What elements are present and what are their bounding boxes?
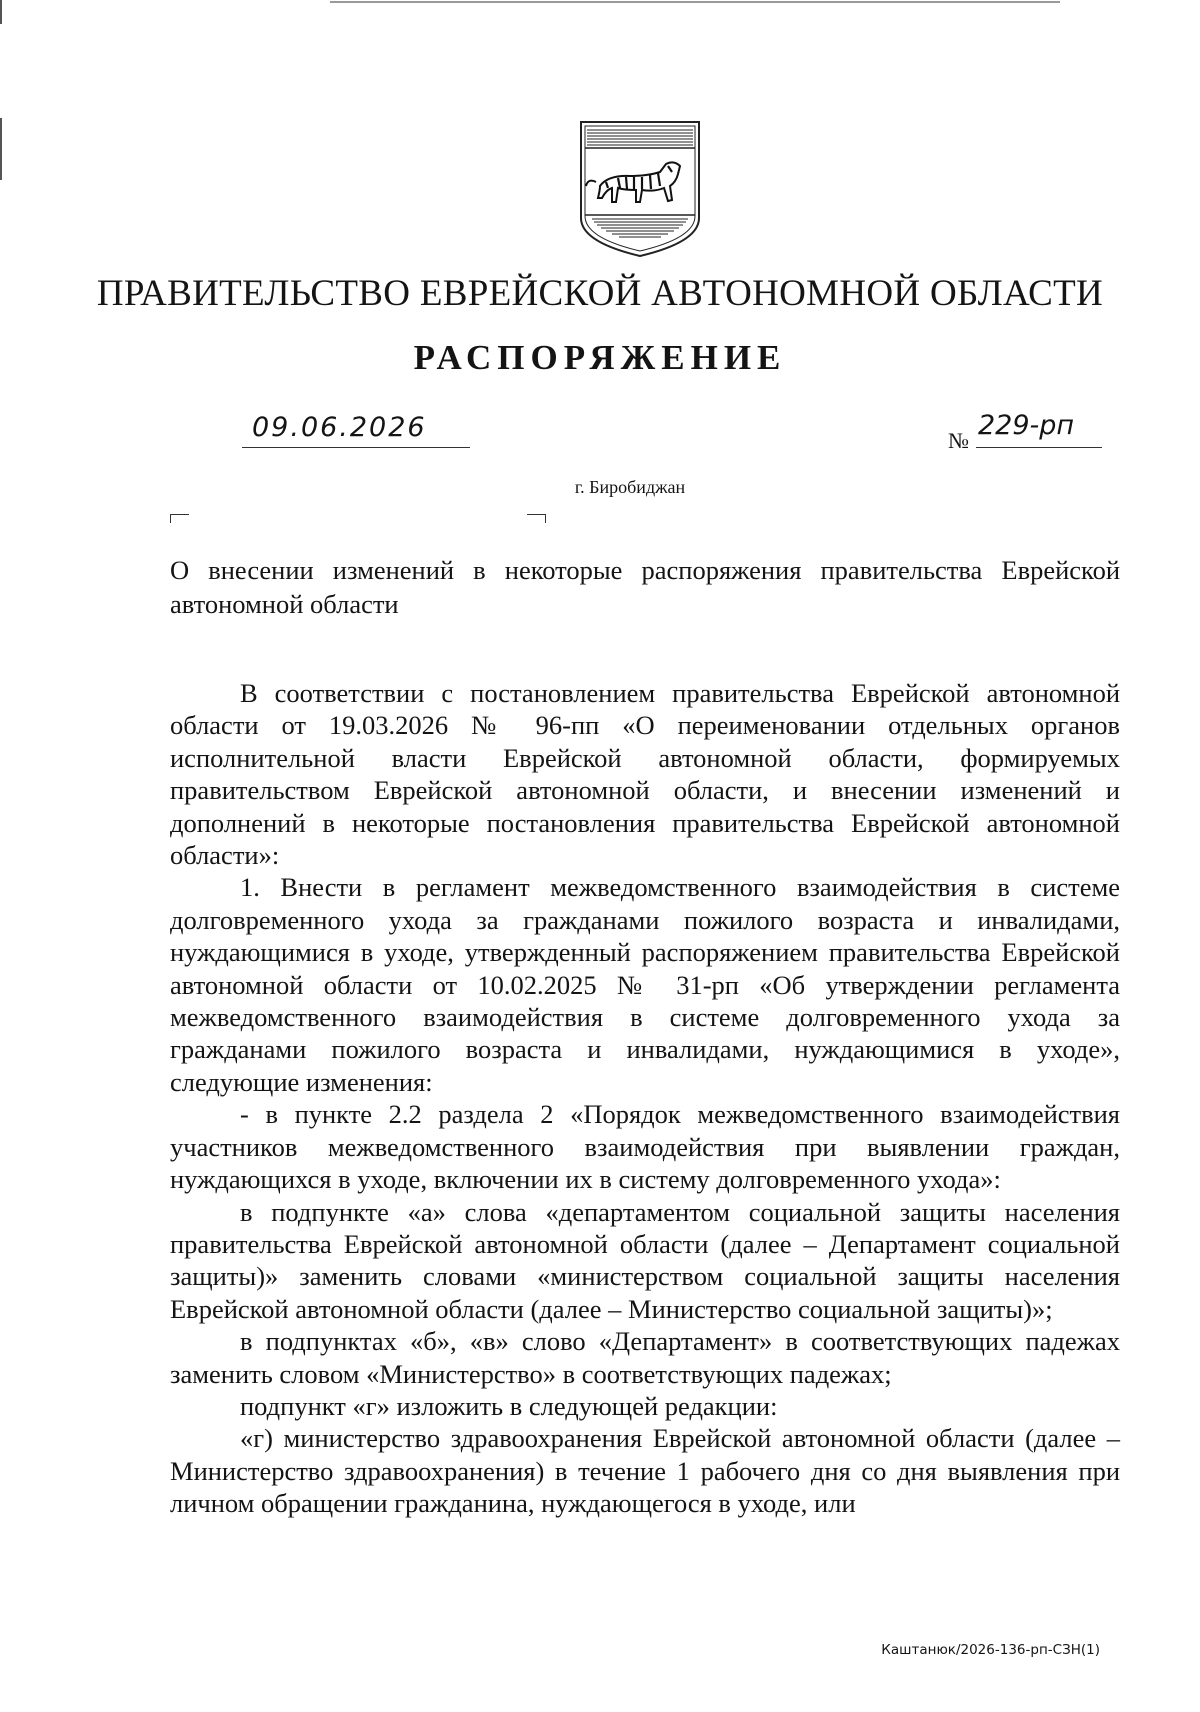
body-paragraph: 1. Внести в регламент межведомственного взаимодействия в системе долговременного ухода за гражданами пожилого возраста и инвалидами, нуждающимися в уходе, утвержденный распоряжением правительства Еврейской автономной области от 10.02.2025 № 31-рп «Об утверждении регламента межведомственного взаимодействия в системе долговременного ухода за гражданами пожилого возраста и инвалидами, нуждающимися в уходе», следующие изменения: [170, 872, 1120, 1097]
subject-right-corner-mark [527, 514, 546, 523]
body-paragraph: подпункт «г» изложить в следующей редакции: [240, 1390, 778, 1421]
scan-edge-mark [0, 0, 2, 24]
body-paragraph: В соответствии с постановлением правительства Еврейской автономной области от 19.03.2026 № 96-пп «О переименовании отдельных органов исполнительной власти Еврейской автономной области, формируемых правительством Еврейской автономной области, и внесении изменений и дополнений в некоторые постановления правительства Еврейской автономной области»: [170, 678, 1120, 871]
document-type-heading: РАСПОРЯЖЕНИЕ [413, 338, 787, 377]
number-sign: № [948, 428, 969, 453]
document-body [170, 677, 1120, 1520]
body-paragraph: в подпунктах «б», «в» слово «Департамент» в соответствующих падежах заменить словом «Министерство» в соответствующих падежах; [170, 1326, 1120, 1389]
body-paragraph: «г) министерство здравоохранения Еврейской автономной области (далее – Министерство здравоохранения) в течение 1 рабочего дня со дня выявления при личном обращении гражданина, нуждающегося в уходе, или [170, 1423, 1120, 1519]
date-underline [242, 447, 470, 448]
scan-edge-mark [0, 118, 2, 180]
handwritten-date: 09.06.2026 [252, 412, 427, 443]
number-underline [976, 447, 1102, 448]
city-label: г. Биробиджан [574, 477, 686, 497]
government-title: ПРАВИТЕЛЬСТВО ЕВРЕЙСКОЙ АВТОНОМНОЙ ОБЛАСТИ [96, 273, 1104, 314]
scan-top-line [330, 1, 1060, 3]
handwritten-document-number: 229-рп [978, 410, 1075, 441]
body-paragraph: в подпункте «а» слова «департаментом социальной защиты населения правительства Еврейской автономной области (далее – Департамент социальной защиты)» заменить словами «министерством социальной защиты населения Еврейской автономной области (далее – Министерство социальной защиты)»; [170, 1196, 1120, 1324]
document-subject: О внесении изменений в некоторые распоряжения правительства Еврейской автономной области [170, 555, 1120, 619]
tiger-coat-of-arms-icon [578, 120, 702, 258]
subject-left-corner-mark [170, 514, 189, 523]
document-footer-code: Каштанюк/2026-136-рп-СЗН(1) [881, 1642, 1100, 1658]
body-paragraph: - в пункте 2.2 раздела 2 «Порядок межведомственного взаимодействия участников межведомственного взаимодействия при выявлении граждан, нуждающихся в уходе, включении их в систему долговременного ухода»: [170, 1099, 1120, 1195]
